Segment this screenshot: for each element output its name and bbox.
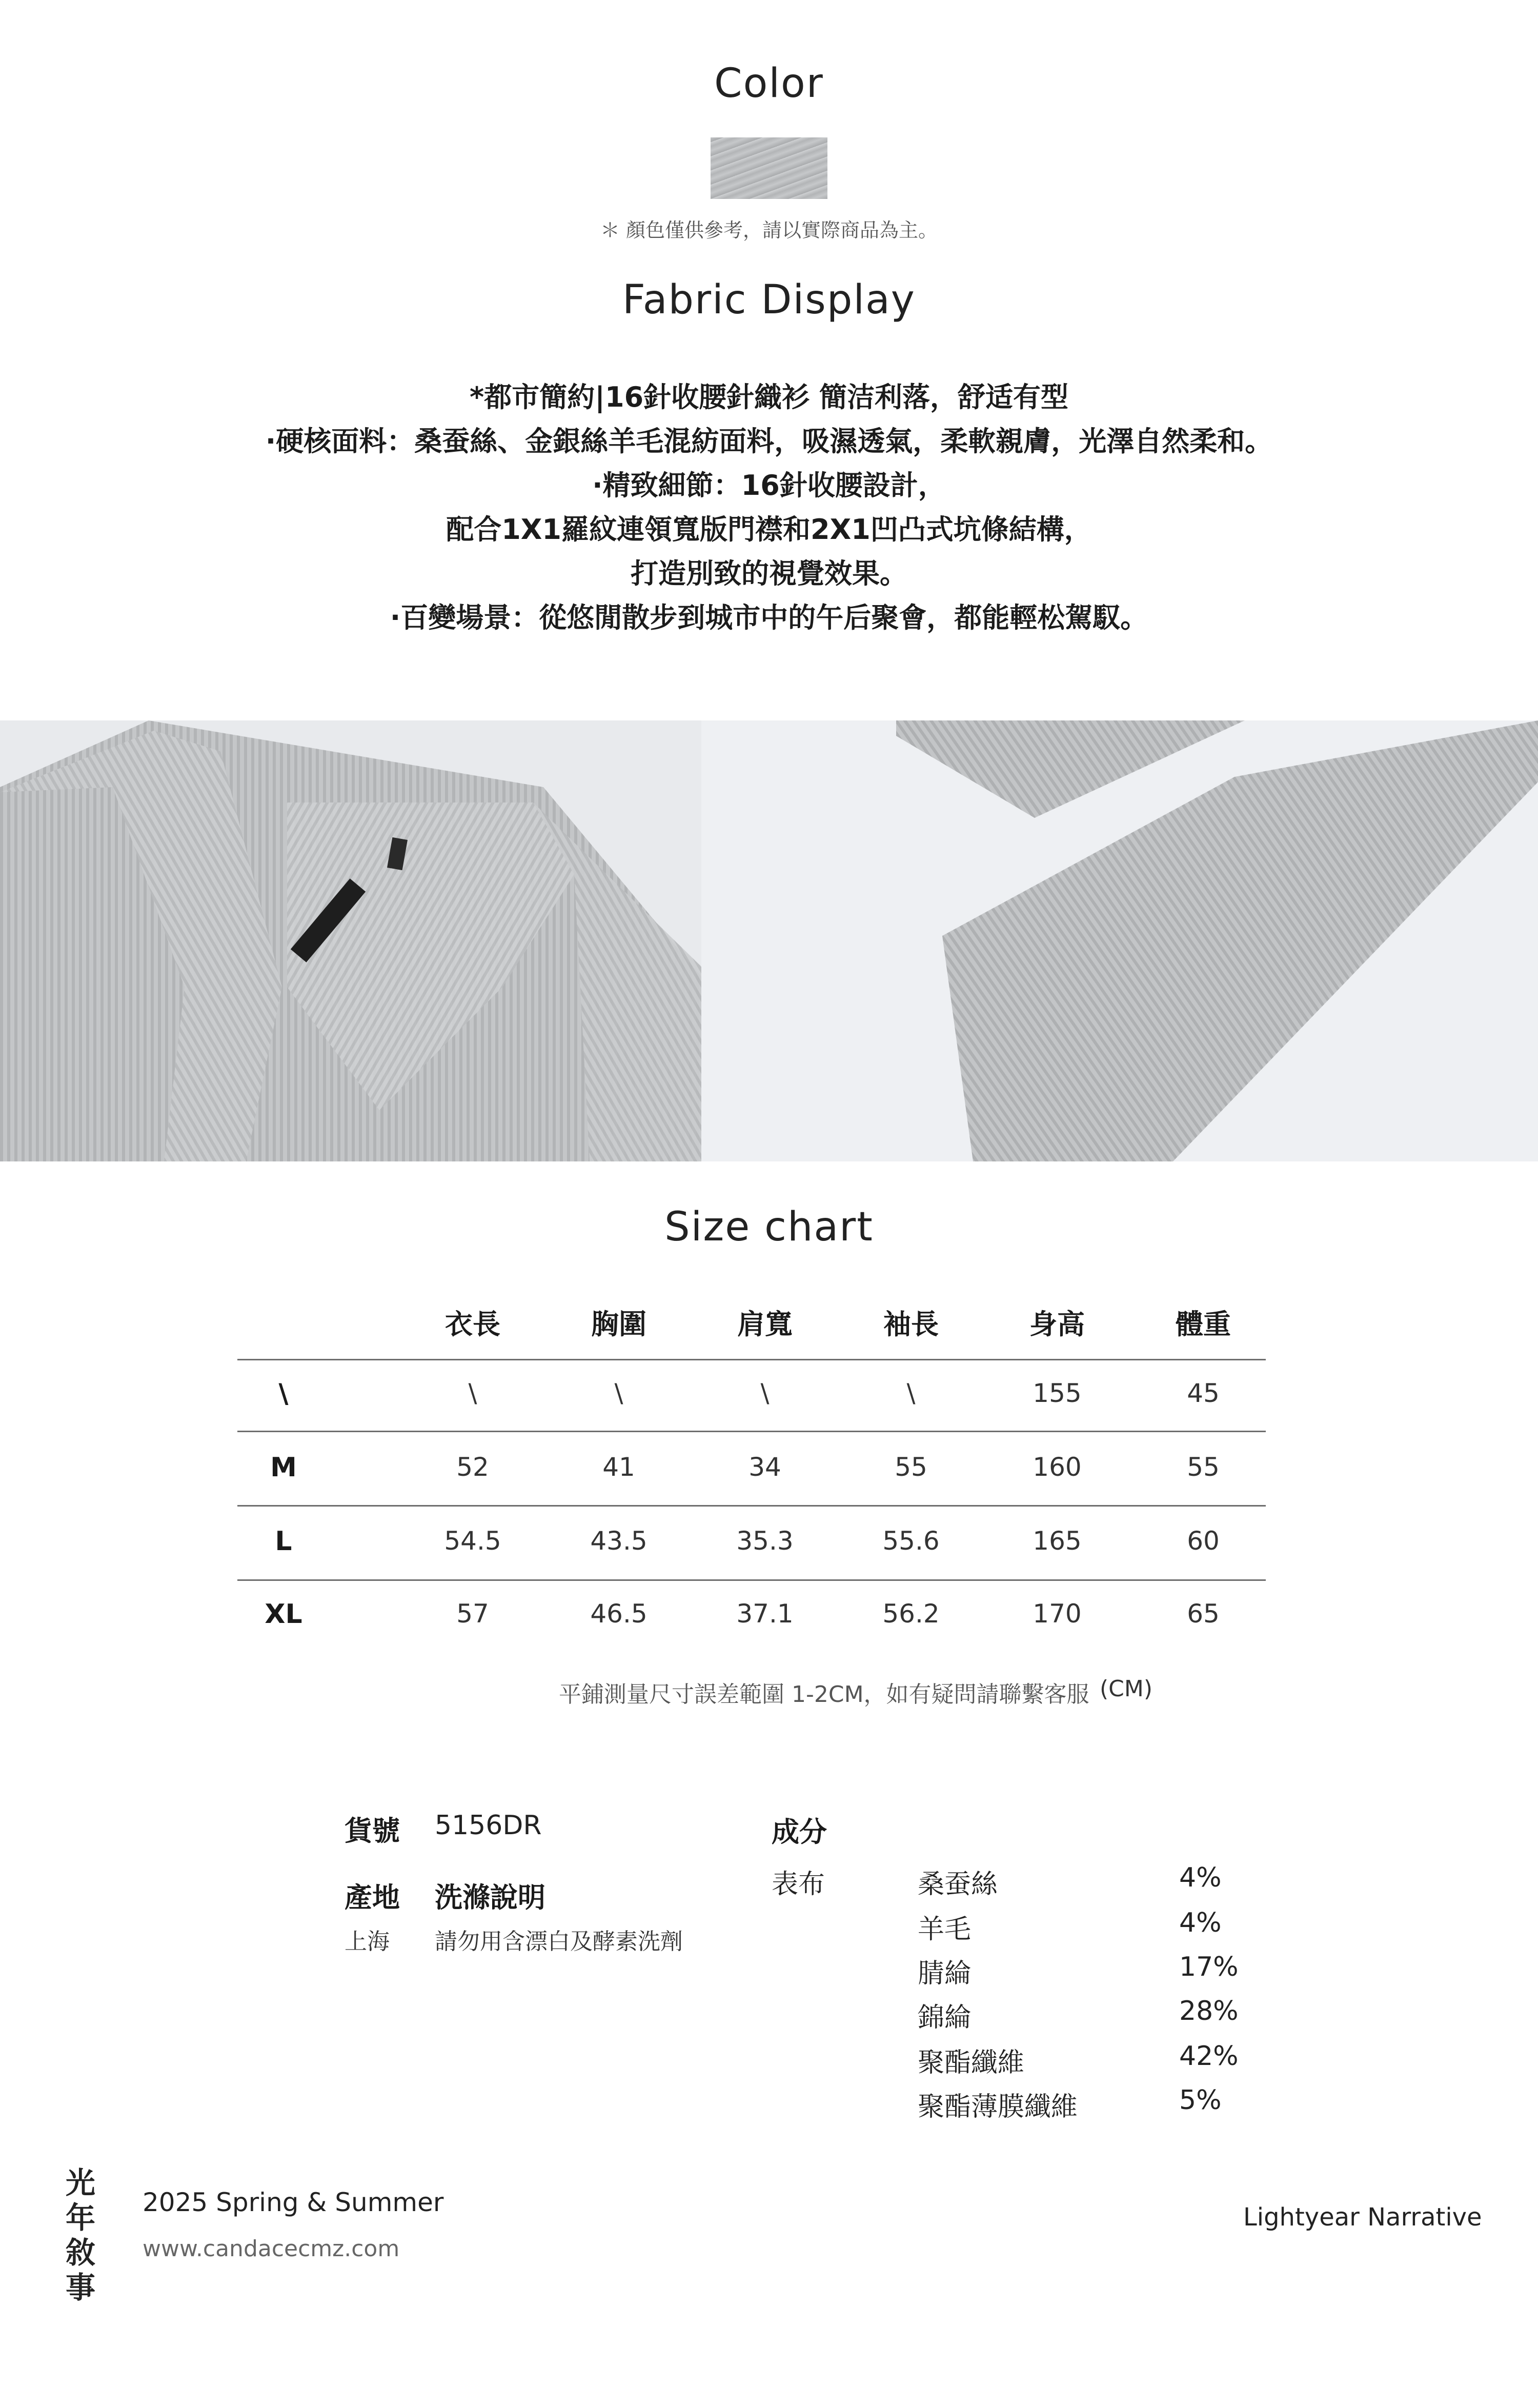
table-cell: \ [614,1378,623,1408]
brand-english: Lightyear Narrative [1243,2203,1482,2232]
size-note: 平鋪測量尺寸誤差範圍 1-2CM，如有疑問請聯繫客服 [559,1681,1089,1708]
material-pct: 4% [1179,1862,1222,1893]
material-name: 桑蚕絲 [918,1869,998,1900]
table-cell: \ [760,1378,770,1408]
size-label: M [270,1452,297,1483]
material-name: 羊毛 [918,1914,972,1945]
table-cell: 46.5 [590,1599,647,1629]
size-chart-title: Size chart [664,1204,874,1250]
origin-value: 上海 [345,1929,390,1955]
color-swatch-grey [711,137,827,199]
season-text: 2025 Spring & Summer [143,2188,444,2217]
material-name: 聚酯纖維 [918,2048,1025,2078]
header-length: 衣長 [445,1308,500,1340]
table-cell: 54.5 [444,1526,501,1556]
fabric-photo-sleeve [701,720,1538,1161]
fabric-line-1: *都市簡約|16針收腰針織衫 簡洁利落，舒适有型 [470,381,1068,413]
material-pct: 5% [1179,2085,1222,2116]
table-divider [237,1505,1266,1507]
brand-vertical-char: 光 [65,2165,95,2200]
table-cell: 155 [1033,1378,1082,1408]
size-unit: (CM) [1100,1676,1153,1702]
color-title: Color [714,61,824,107]
header-weight: 體重 [1176,1308,1231,1340]
table-cell: 45 [1187,1378,1220,1408]
table-divider [237,1431,1266,1432]
brand-vertical-char: 事 [65,2270,95,2305]
website-link[interactable]: www.candacecmz.com [143,2236,400,2262]
table-cell: 60 [1187,1526,1220,1556]
table-cell: 35.3 [736,1526,794,1556]
material-pct: 17% [1179,1952,1239,1982]
table-cell: 55.6 [882,1526,940,1556]
table-cell: 41 [602,1452,635,1482]
table-divider [237,1579,1266,1581]
fabric-line-6: ·百變場景：從悠閒散步到城市中的午后聚會，都能輕松駕馭。 [390,601,1148,634]
item-no-label: 貨號 [345,1815,400,1847]
header-chest: 胸圍 [591,1308,646,1340]
fabric-line-2: ·硬核面料：桑蚕絲、金銀絲羊毛混紡面料，吸濕透氣，柔軟親膚，光澤自然柔和。 [265,425,1273,457]
material-name: 錦綸 [918,2002,972,2033]
material-pct: 42% [1179,2041,1239,2072]
fabric-part: 表布 [772,1869,825,1900]
brand-vertical-char: 年 [65,2200,95,2235]
table-cell: 170 [1033,1599,1082,1629]
header-shoulder: 肩寬 [737,1308,793,1340]
size-label: XL [265,1599,302,1630]
table-cell: 52 [456,1452,489,1482]
size-label: L [275,1526,292,1557]
table-cell: 34 [748,1452,781,1482]
header-sleeve: 袖長 [883,1308,939,1340]
fabric-line-3: ·精致細節：16針收腰設計， [592,469,946,501]
material-pct: 28% [1179,1996,1239,2026]
table-cell: 43.5 [590,1526,647,1556]
table-cell: \ [906,1378,916,1408]
header-height: 身高 [1029,1308,1085,1340]
fabric-photo-collar [0,720,701,1161]
table-cell: 57 [456,1599,489,1629]
table-cell: 160 [1033,1452,1082,1482]
material-pct: 4% [1179,1908,1222,1938]
wash-label: 洗滌說明 [435,1881,545,1914]
material-name: 腈綸 [918,1958,972,1989]
table-cell: 55 [895,1452,927,1482]
origin-label: 產地 [345,1881,400,1914]
fabric-title: Fabric Display [622,277,916,323]
size-label: \ [278,1378,289,1409]
table-cell: 165 [1033,1526,1082,1556]
color-note: ＊ 顏色僅供參考，請以實際商品為主。 [600,219,938,242]
item-no-value: 5156DR [435,1810,542,1841]
material-name: 聚酯薄膜纖維 [918,2092,1078,2122]
table-divider [237,1359,1266,1360]
table-cell: 55 [1187,1452,1220,1482]
brand-vertical-char: 敘 [65,2235,95,2270]
fabric-line-4: 配合1X1羅紋連領寬版門襟和2X1凹凸式坑條結構， [446,513,1092,546]
table-cell: \ [468,1378,477,1408]
table-cell: 65 [1187,1599,1220,1629]
table-cell: 37.1 [736,1599,794,1629]
composition-label: 成分 [772,1816,827,1848]
wash-value: 請勿用含漂白及酵素洗劑 [435,1929,683,1955]
fabric-line-5: 打造別致的視覺效果。 [631,557,907,590]
table-cell: 56.2 [882,1599,940,1629]
